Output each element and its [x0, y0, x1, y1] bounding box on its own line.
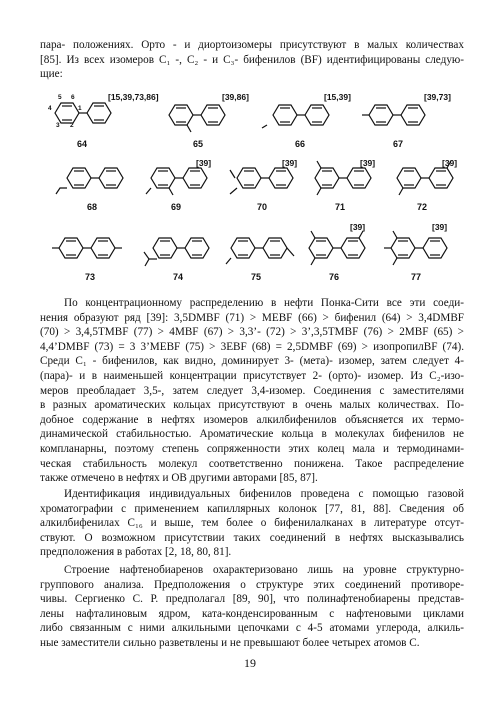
- para2-line: алкилбифенилах C₁₆ и выше, тем более о бифенилалканах в литературе отсут-: [40, 517, 464, 530]
- molecule-67: [362, 92, 451, 149]
- number-70: 70: [256, 202, 267, 212]
- number-65: 65: [192, 139, 203, 149]
- paragraph-identification: [40, 487, 464, 560]
- para1-line: добное содержание в нефтях изомеров алкилбифенилов объясняется их термо-: [40, 413, 464, 426]
- paragraph-concentration: [40, 296, 464, 486]
- para2-line: ствуют. О возможном присутствии таких соединений в нефтях высказывались: [40, 531, 464, 544]
- para1-line: (70) > 3,4,5TMBF (77) > 4MBF (67) > 3,3’- (72) > 3’,3,5TMBF (76) > 2MBF (65) >: [40, 326, 464, 339]
- atom-label-3: 3: [56, 122, 60, 129]
- para1-line: компланарны, поэтому степень сопряженности этих колец мала и термодинами-: [40, 442, 464, 455]
- number-71: 71: [334, 202, 345, 212]
- para1-line: нения образуют ряд [39]: 3,5DMBF (71) > MEBF (66) > бифенил (64) > 3,4DMBF: [40, 311, 464, 324]
- molecule-74: [142, 226, 222, 282]
- para2-line: хроматографии с применением капиллярных колонок [77, 81, 88]. Сведения об: [40, 502, 464, 515]
- molecule-71: [306, 158, 386, 212]
- para2-line: предположения в работах [2, 18, 80, 81].: [40, 546, 232, 559]
- ref-64: [15,39,73,86]: [108, 92, 159, 102]
- molecule-70: [226, 158, 306, 212]
- ref-69: [39]: [196, 158, 212, 168]
- para3-line: Строение нафтенобиаренов охарактеризовано лишь на уровне структурно-: [64, 564, 464, 576]
- page-number: 19: [244, 656, 256, 670]
- ref-71: [39]: [360, 158, 376, 168]
- ref-66: [15,39]: [324, 92, 351, 102]
- atom-label-1: 1: [78, 105, 82, 112]
- molecule-75: [222, 228, 302, 282]
- intro-line-1: пара- положениях. Орто - и диортоизомеры присутствуют в малых количествах: [40, 39, 464, 51]
- molecule-69: [142, 158, 222, 212]
- ref-65: [39,86]: [222, 92, 249, 102]
- atom-label-5: 5: [58, 94, 62, 101]
- molecule-73: [52, 228, 138, 282]
- number-67: 67: [392, 139, 403, 149]
- para3-line: группового анализа. Предположения о структуре этих соединений противоре-: [40, 578, 464, 591]
- intro-line-3: щие:: [40, 68, 63, 81]
- para3-line: лены нафталиновым ядром, ката-конденсированным с нафтеновыми циклами: [40, 607, 464, 620]
- atom-label-4: 4: [48, 105, 52, 112]
- para3-line: либо связанным с ними алкильными цепочками с 4-5 атомами углерода, алкиль-: [40, 622, 464, 635]
- para1-line: (пара)- и в наименьшей концентрации присутствует 2- (орто)- изомер. Из C₂-изо-: [40, 369, 464, 382]
- biphenyl-structures: [0, 88, 500, 293]
- number-74: 74: [172, 272, 183, 282]
- atom-label-2: 2: [70, 122, 74, 129]
- para1-line: также отмечено в нефтях и ОВ другими авторами [85, 87].: [40, 472, 318, 485]
- para3-line: чивы. Сергиенко С. Р. предполагал [89, 90], что полинафтенобиарены представ-: [40, 593, 464, 606]
- para3-line: ные заместители сильно разветвлены и не превышают более четырех атомов C.: [40, 636, 420, 649]
- ref-77: [39]: [432, 222, 448, 232]
- para1-line: ческая стабильность молекул соответственно понижена. Такое распределение: [40, 457, 464, 470]
- molecule-72: [388, 158, 468, 212]
- ref-76: [39]: [350, 222, 366, 232]
- intro-text: [40, 38, 464, 82]
- para1-line: в разных ароматических кольцах присутствуют в очень малых количествах. По-: [40, 399, 464, 412]
- molecule-66: [262, 92, 351, 149]
- molecule-77: [382, 222, 462, 282]
- para1-line: 4,4’DMBF (73) = 3 3’MEBF (75) > 3EBF (68) = 2,5DMBF (69) > изопропилBF (74).: [40, 340, 464, 353]
- molecule-64: [48, 92, 159, 149]
- molecule-76: [300, 222, 380, 282]
- number-76: 76: [328, 272, 339, 282]
- number-66: 66: [294, 139, 305, 149]
- intro-line-2: [85]. Из всех изомеров C₁ -, C₂ - и C₃- бифенилов (BF) идентифицированы следую-: [40, 53, 464, 66]
- ref-70: [39]: [282, 158, 298, 168]
- ref-72: [39]: [442, 158, 458, 168]
- para2-line: Идентификация индивидуальных бифенилов проведена с помощью газовой: [64, 488, 464, 500]
- paragraph-naphthenobiarenes: [40, 563, 464, 651]
- number-77: 77: [410, 272, 421, 282]
- atom-label-6: 6: [71, 94, 75, 101]
- para1-line: Среди C₁ - бифенилов, как видно, доминирует 3- (мета)- изомер, затем следует 4-: [40, 355, 464, 368]
- number-75: 75: [250, 272, 261, 282]
- number-68: 68: [86, 202, 97, 212]
- para1-line: По концентрационному распределению в нефти Понка-Сити все эти соеди-: [64, 297, 464, 309]
- number-69: 69: [170, 202, 181, 212]
- molecule-68: [56, 158, 136, 212]
- number-72: 72: [416, 202, 427, 212]
- para1-line: динамической стабильностью. Ароматические кольца в молекулах бифенилов не: [40, 428, 464, 441]
- number-64: 64: [76, 139, 87, 149]
- para1-line: меров преобладает 3,5-, затем следует 3,4-изомер. Соединения с заместителями: [40, 384, 464, 397]
- number-73: 73: [84, 272, 95, 282]
- molecule-65: [164, 92, 249, 149]
- ref-67: [39,73]: [424, 92, 451, 102]
